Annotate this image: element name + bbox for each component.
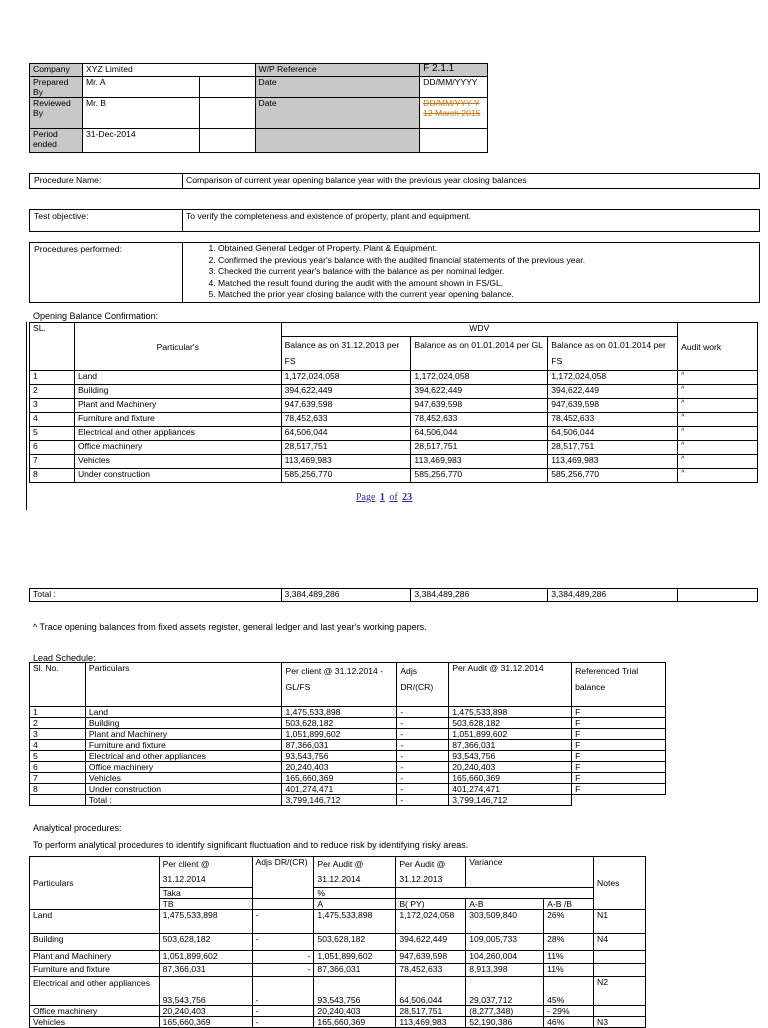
lead-col-adj: Adjs DR/(CR) — [397, 663, 449, 707]
lead-col-client: Per client @ 31.12.2014 -GL/FS — [282, 663, 397, 707]
reviewed-label: Reviewed By — [30, 98, 83, 129]
reviewed-value: Mr. B — [82, 98, 199, 129]
header-table — [29, 63, 488, 153]
opening-col-particulars: Particular's — [74, 323, 281, 371]
opening-col-wdv: WDV — [281, 323, 678, 337]
analytical-col-client: Per client @ 31.12.2014 — [159, 857, 252, 888]
table-row: 8 Under construction 585,256,770 585,256,770 585,256,770 ^ — [30, 469, 758, 483]
analytical-col-audit: Per Audit @ 31.12.2014 — [314, 857, 396, 888]
page-total[interactable]: 23 — [402, 492, 413, 503]
opening-col-gl-2014: Balance as on 01.01.2014 per GL — [411, 337, 548, 371]
opening-balance-title: Opening Balance Confirmation: — [33, 311, 159, 321]
table-row: Land 1,475,533,898 - 1,475,533,898 1,172,024,058 303,509,840 26% N1 — [30, 910, 646, 934]
opening-col-fs-2014: Balance as on 01.01.2014 per FS — [548, 337, 678, 371]
procedure-step: 2. Confirmed the previous year's balance with the audited financial statements of the previous year. — [218, 255, 585, 267]
lead-col-particulars: Particulars — [85, 663, 282, 707]
table-row: 2 Building 394,622,449 394,622,449 394,622,449 ^ — [30, 385, 758, 399]
company-value: XYZ Limited — [82, 64, 255, 77]
procedure-step: 4. Matched the result found during the audit with the amount shown in FS/GL. — [218, 278, 585, 290]
table-row: 6 Office machinery 28,517,751 28,517,751 28,517,751 ^ — [30, 441, 758, 455]
opening-balance-table — [29, 322, 758, 483]
table-row: Building 503,628,182 - 503,628,182 394,622,449 109,005,733 28% N4 — [30, 934, 646, 951]
table-row: Vehicles 165,660,369 - 165,660,369 113,469,983 52,190,386 46% N3 — [30, 1017, 646, 1028]
wp-label: W/P Reference — [255, 64, 420, 77]
procedure-name-box — [29, 173, 760, 189]
analytical-col-py: Per Audit @ 31.12.2013 — [396, 857, 466, 888]
table-row: 3 Plant and Machinery 1,051,899,602 - 1,051,899,602 F — [30, 729, 666, 740]
company-label: Company — [30, 64, 83, 77]
lead-total-label: Total : — [85, 795, 282, 806]
wp-value: F 2.1.1 — [420, 64, 488, 77]
period-value: 31-Dec-2014 — [82, 129, 199, 153]
table-row: 5 Electrical and other appliances 64,506,044 64,506,044 64,506,044 ^ — [30, 427, 758, 441]
opening-col-sl: SL. — [30, 323, 75, 371]
date-value-1: DD/MM/YYYY — [420, 77, 488, 98]
opening-total-table — [29, 588, 758, 602]
lead-col-ref: Referenced Trial balance — [572, 663, 666, 707]
page-indicator[interactable] — [356, 487, 412, 505]
procedure-name-label: Procedure Name: — [34, 175, 102, 185]
table-row: 8 Under construction 401,274,471 - 401,274,471 F — [30, 784, 666, 795]
opening-col-audit: Audit work — [678, 323, 758, 371]
test-objective-label: Test objective: — [34, 211, 89, 221]
analytical-col-taka: Taka — [159, 888, 252, 899]
analytical-col-variance: Variance — [466, 857, 594, 888]
table-row: 4 Furniture and fixture 87,366,031 - 87,366,031 F — [30, 740, 666, 751]
procedures-performed-label: Procedures performed: — [34, 244, 122, 254]
opening-total-label: Total : — [30, 589, 282, 602]
page-number[interactable]: 1 — [379, 492, 385, 503]
procedures-performed-box — [29, 242, 760, 303]
date-label-1: Date — [255, 77, 420, 98]
table-row: 2 Building 503,628,182 - 503,628,182 F — [30, 718, 666, 729]
table-row: 3 Plant and Machinery 947,639,598 947,639,598 947,639,598 ^ — [30, 399, 758, 413]
analytical-table: Particulars Per client @ 31.12.2014 Adjs DR/(CR) Per Audit @ 31.12.2014 Per Audit @ 31.12.2013 Variance Notes Taka % TB A B( PY) A-B A-B /B Land 1,475,533,898 - 1,475,533,898 1,172,024,058 303,509,840 26% N1 Building 503,628,182 - 503,628,182 394,622,449 109,005,733 28% N4 Plant and Machinery 1,051,899,602 - 1,051,899,602 947,639,598 104,260,004 11% Furniture and fixture 87,366,031 - 87,366,031 78,452,633 8,913,398 11% Electrical and other appliances 93,543,756 - 93,543,756 64,506,044 29,037,712 45% N2 Office machinery 20,240,403 - 20,240,403 28,517,751 (8,277,348) - 29% Vehicles 165,660,369 - 165,660,369 113,469,983 52,190,386 46% N3 — [29, 856, 646, 1028]
procedure-name-value: Comparison of current year opening balance year with the previous year closing balances — [186, 175, 527, 185]
table-row: 6 Office machinery 20,240,403 - 20,240,403 F — [30, 762, 666, 773]
page-prefix[interactable]: Page — [356, 492, 376, 503]
lead-schedule-table — [29, 662, 666, 806]
period-label: Period ended — [30, 129, 83, 153]
opening-col-fs-2013: Balance as on 31.12.2013 per FS — [281, 337, 411, 371]
table-row: Plant and Machinery 1,051,899,602 - 1,051,899,602 947,639,598 104,260,004 11% — [30, 951, 646, 964]
analytical-title: Analytical procedures: — [33, 823, 122, 833]
analytical-col-particulars: Particulars — [30, 857, 160, 910]
page-of[interactable]: of — [389, 492, 398, 503]
lead-col-sl: Sl. No. — [30, 663, 86, 707]
table-row: Office machinery 20,240,403 - 20,240,403 28,517,751 (8,277,348) - 29% — [30, 1006, 646, 1017]
total-row: Total : 3,384,489,286 3,384,489,286 3,384,489,286 — [30, 589, 758, 602]
total-row: Total : 3,799,146,712 - 3,799,146,712 — [30, 795, 666, 806]
analytical-col-notes: Notes — [594, 857, 646, 910]
procedure-step: 1. Obtained General Ledger of Property, Plant & Equipment. — [218, 243, 585, 255]
prepared-label: Prepared By — [30, 77, 83, 98]
opening-note: ^ Trace opening balances from fixed assets register, general ledger and last year's working papers. — [33, 622, 427, 632]
prepared-value: Mr. A — [82, 77, 199, 98]
procedure-step: 3. Checked the current year's balance with the balance as per nominal ledger. — [218, 266, 585, 278]
analytical-col-adj: Adjs DR/(CR) — [252, 857, 314, 899]
procedure-steps — [196, 243, 585, 301]
procedure-step: 5. Matched the prior year closing balance with the current year opening balance. — [218, 289, 585, 301]
table-row: 7 Vehicles 113,469,983 113,469,983 113,469,983 ^ — [30, 455, 758, 469]
date-value-2: DD/MM/YYY Y12 March 2015 — [420, 98, 488, 129]
table-row: 7 Vehicles 165,660,369 - 165,660,369 F — [30, 773, 666, 784]
analytical-objective: To perform analytical procedures to identify significant fluctuation and to reduce risk by identifying risky areas. — [33, 840, 469, 850]
table-row: 5 Electrical and other appliances 93,543,756 - 93,543,756 F — [30, 751, 666, 762]
date-label-2: Date — [255, 98, 420, 129]
table-row: 1 Land 1,172,024,058 1,172,024,058 1,172,024,058 ^ — [30, 371, 758, 385]
table-row: Furniture and fixture 87,366,031 - 87,366,031 78,452,633 8,913,398 11% — [30, 964, 646, 977]
table-row: 4 Furniture and fixture 78,452,633 78,452,633 78,452,633 ^ — [30, 413, 758, 427]
table-row: Electrical and other appliances 93,543,756 - 93,543,756 64,506,044 29,037,712 45% N2 — [30, 977, 646, 1006]
analytical-col-pct: % — [314, 888, 396, 899]
test-objective-value: To verify the completeness and existence of property, plant and equipment. — [186, 211, 472, 221]
lead-schedule-title: Lead Schedule: — [33, 653, 96, 663]
table-row: 1 Land 1,475,533,898 - 1,475,533,898 F — [30, 707, 666, 718]
test-objective-box — [29, 209, 760, 232]
lead-col-audit: Per Audit @ 31.12.2014 — [449, 663, 572, 707]
